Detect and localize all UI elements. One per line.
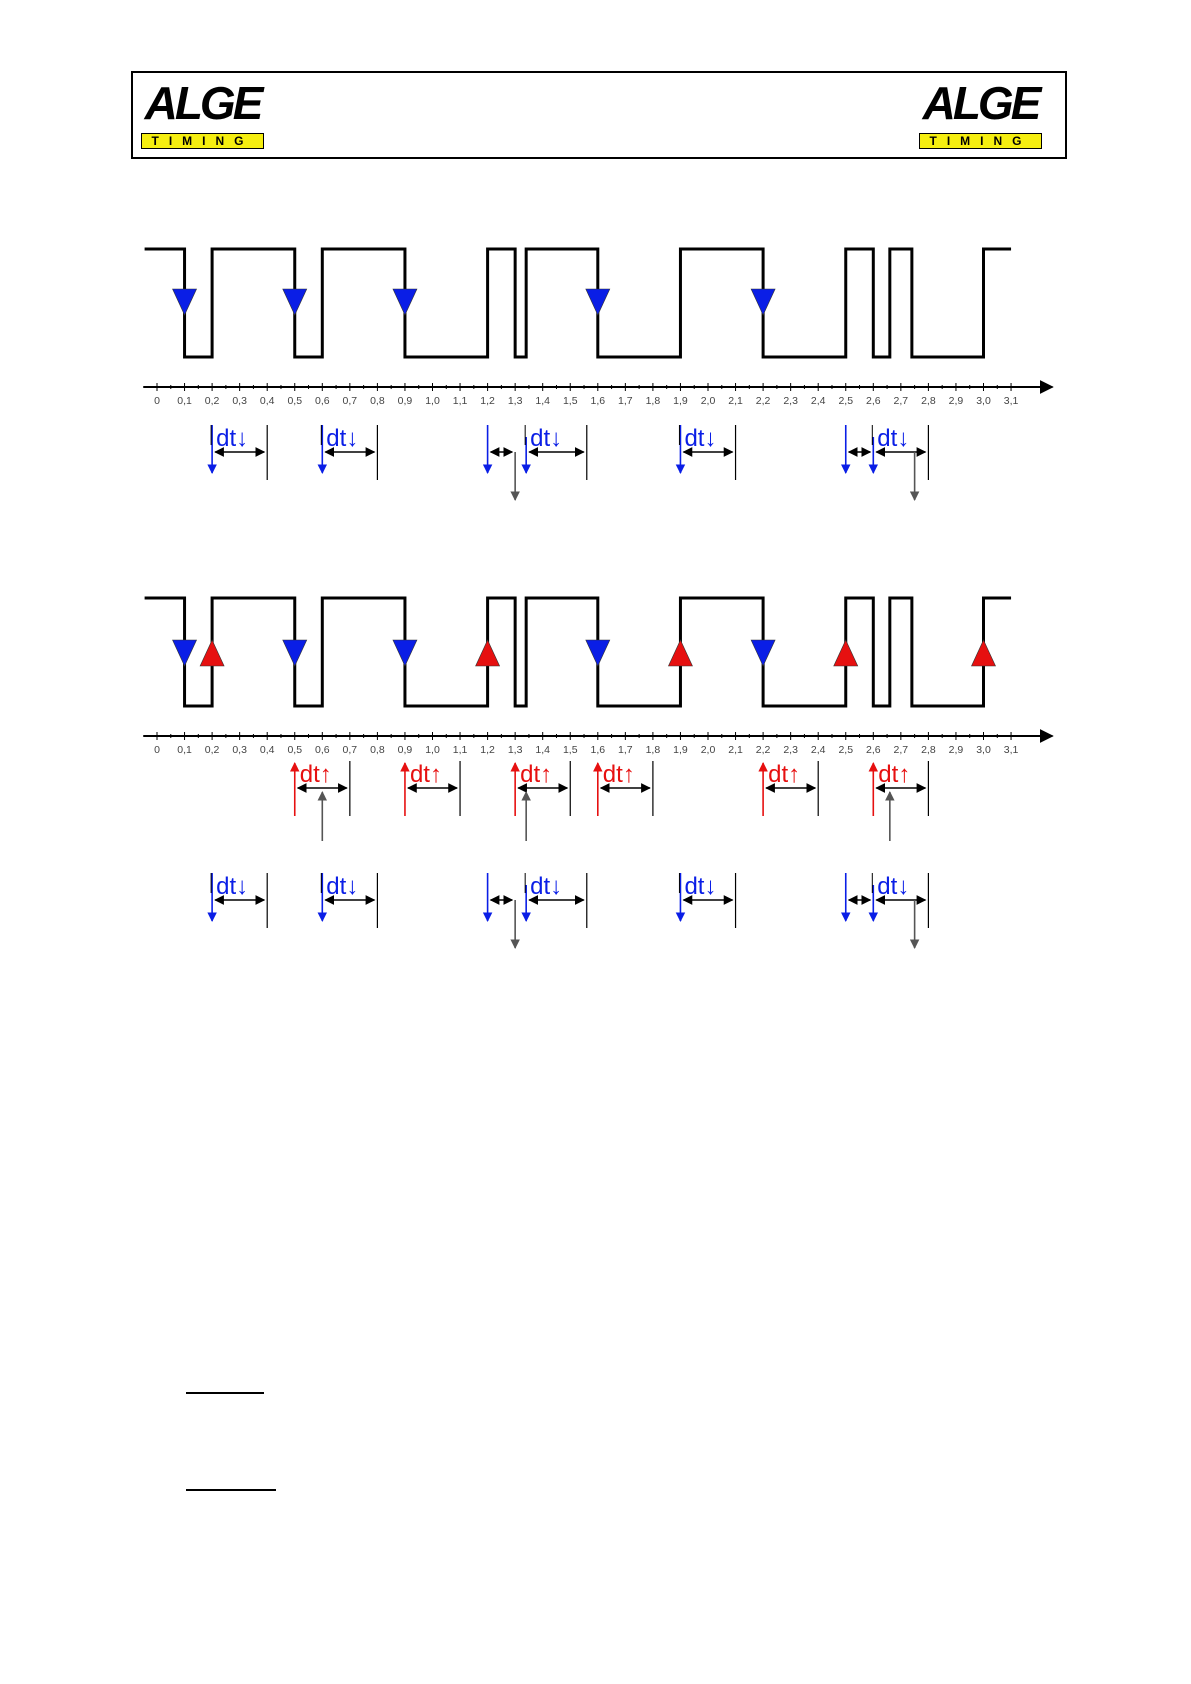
axis-tick-label: 3,1 — [1003, 395, 1019, 407]
rising-edge-marker — [834, 640, 858, 666]
axis-tick-label: 1,3 — [507, 395, 523, 407]
axis-tick-label: 1,1 — [452, 395, 468, 407]
axis-tick-label: 2,4 — [810, 744, 826, 756]
dt-down-label: dt↓ — [216, 873, 249, 900]
axis-tick-label: 2,1 — [728, 395, 743, 407]
axis-tick-label: 2,4 — [810, 395, 826, 407]
dt-down-label: dt↓ — [877, 873, 910, 900]
dt-up-label: dt↑ — [602, 761, 635, 788]
falling-edge-marker — [751, 640, 775, 666]
axis-tick-label: 1,6 — [590, 395, 606, 407]
axis-tick-label: 1,7 — [618, 744, 633, 756]
axis-tick-label: 0,1 — [177, 744, 192, 756]
logo-subtitle: TIMING — [151, 134, 254, 148]
dt-up-label: dt↑ — [299, 761, 332, 788]
axis-tick-label: 1,2 — [480, 744, 495, 756]
axis-tick-label: 0,1 — [177, 395, 192, 407]
axis-tick-label: 0,2 — [204, 395, 220, 407]
falling-edge-marker — [283, 289, 307, 315]
axis-tick-label: 1,0 — [425, 395, 440, 407]
axis-tick-label: 0,2 — [204, 744, 220, 756]
dt-down-label: dt↓ — [684, 873, 717, 900]
dt-up-label: dt↑ — [878, 761, 911, 788]
axis-tick-label: 1,9 — [673, 744, 688, 756]
falling-edge-marker — [586, 640, 610, 666]
rising-edge-marker — [476, 640, 500, 666]
axis-tick-label: 2,2 — [755, 395, 771, 407]
logo-word: ALGE — [922, 77, 1039, 129]
axis-tick-label: 2,9 — [948, 395, 964, 407]
axis-tick-label: 0 — [154, 744, 160, 756]
axis-tick-label: 1,8 — [645, 744, 661, 756]
axis-tick-label: 2,1 — [728, 744, 743, 756]
axis-tick-label: 0,5 — [287, 395, 303, 407]
signal-waveform-1 — [145, 249, 1011, 357]
axis-tick-label: 2,5 — [838, 744, 854, 756]
dt-down-label: dt↓ — [684, 425, 717, 452]
axis-tick-label: 0 — [154, 395, 160, 407]
axis-tick-label: 2,8 — [921, 395, 936, 407]
dt-down-label: dt↓ — [530, 873, 563, 900]
axis-tick-label: 0,3 — [232, 744, 247, 756]
dt-up-label: dt↑ — [409, 761, 442, 788]
dt-down-label: dt↓ — [216, 425, 249, 452]
axis-tick-label: 2,7 — [893, 395, 909, 407]
axis-tick-label: 1,4 — [535, 744, 551, 756]
axis-tick-label: 0,4 — [259, 395, 275, 407]
falling-edge-marker — [393, 640, 417, 666]
axis-tick-label: 2,0 — [700, 395, 716, 407]
axis-tick-label: 0,9 — [397, 744, 413, 756]
axis-tick-label: 1,1 — [452, 744, 468, 756]
falling-edge-marker — [173, 289, 197, 315]
axis-tick-label: 3,0 — [976, 744, 991, 756]
falling-edge-marker — [283, 640, 307, 666]
axis-tick-label: 1,4 — [535, 395, 551, 407]
axis-tick-label: 1,2 — [480, 395, 495, 407]
axis-tick-label: 0,7 — [342, 395, 358, 407]
axis-tick-label: 0,7 — [342, 744, 358, 756]
dt-up-label: dt↑ — [768, 761, 801, 788]
axis-tick-label: 0,9 — [397, 395, 413, 407]
axis-tick-label: 2,5 — [838, 395, 854, 407]
axis-tick-label: 0,6 — [314, 395, 330, 407]
axis-tick-label: 0,8 — [370, 395, 385, 407]
axis-tick-label: 0,6 — [314, 744, 330, 756]
rising-edge-marker — [200, 640, 224, 666]
axis-tick-label: 1,0 — [425, 744, 440, 756]
axis-tick-label: 2,7 — [893, 744, 909, 756]
axis-tick-label: 1,6 — [590, 744, 606, 756]
underline-2 — [186, 1489, 276, 1491]
falling-edge-marker — [586, 289, 610, 315]
falling-edge-marker — [173, 640, 197, 666]
axis-tick-label: 3,1 — [1003, 744, 1019, 756]
logo-word: ALGE — [144, 77, 261, 129]
axis-tick-label: 3,0 — [976, 395, 991, 407]
dt-down-label: dt↓ — [326, 425, 359, 452]
axis-tick-label: 2,6 — [865, 744, 881, 756]
axis-tick-label: 1,3 — [507, 744, 523, 756]
axis-tick-label: 2,2 — [755, 744, 771, 756]
axis-tick-label: 1,9 — [673, 395, 688, 407]
axis-tick-label: 2,0 — [700, 744, 716, 756]
dt-up-label: dt↑ — [520, 761, 553, 788]
axis-tick-label: 1,5 — [562, 395, 578, 407]
rising-edge-marker — [668, 640, 692, 666]
axis-tick-label: 0,4 — [259, 744, 275, 756]
logo-subtitle: TIMING — [929, 134, 1032, 148]
axis-tick-label: 2,3 — [783, 744, 798, 756]
underline-1 — [186, 1392, 264, 1394]
axis-tick-label: 1,5 — [562, 744, 578, 756]
axis-tick-label: 2,9 — [948, 744, 964, 756]
dt-down-label: dt↓ — [530, 425, 563, 452]
axis-tick-label: 0,3 — [232, 395, 247, 407]
axis-tick-label: 1,7 — [618, 395, 633, 407]
axis-tick-label: 2,3 — [783, 395, 798, 407]
axis-tick-label: 0,8 — [370, 744, 385, 756]
dt-down-label: dt↓ — [877, 425, 910, 452]
signal-waveform-2 — [145, 598, 1011, 706]
axis-tick-label: 1,8 — [645, 395, 661, 407]
falling-edge-marker — [393, 289, 417, 315]
dt-down-label: dt↓ — [326, 873, 359, 900]
axis-tick-label: 2,8 — [921, 744, 936, 756]
axis-tick-label: 2,6 — [865, 395, 881, 407]
axis-tick-label: 0,5 — [287, 744, 303, 756]
rising-edge-marker — [972, 640, 996, 666]
falling-edge-marker — [751, 289, 775, 315]
